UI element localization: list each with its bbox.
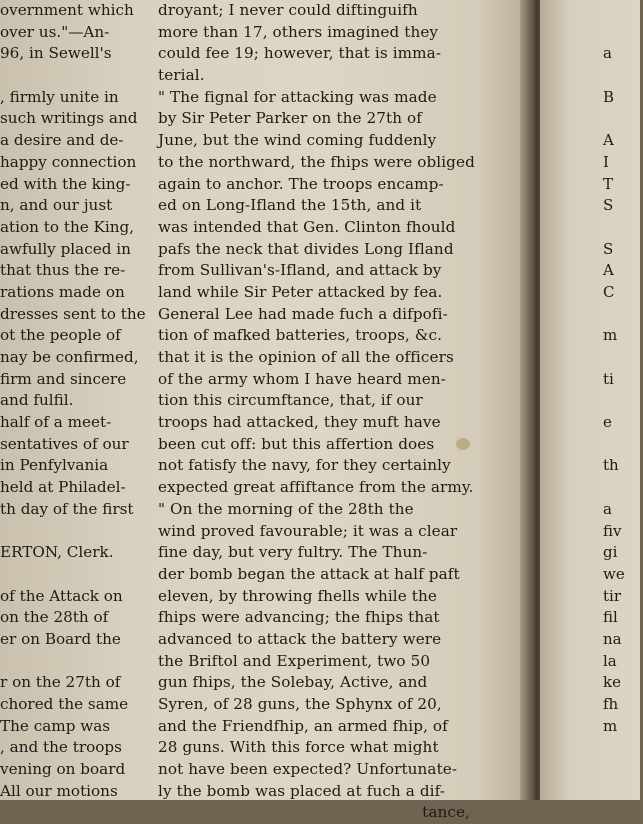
text-line: " On the morning of the 28th the: [158, 499, 414, 518]
text-fragment: [603, 0, 643, 22]
text-line: again to anchor. The troops encamp-: [158, 174, 444, 193]
text-line: tion of mafked batteries, troops, &c.: [158, 326, 443, 345]
text-line: ed with the king-: [0, 174, 131, 193]
text-line: fine day, but very fultry. The Thun-: [158, 543, 428, 562]
text-fragment: m: [603, 326, 618, 345]
main-column: [158, 0, 475, 824]
text-fragment: B: [603, 87, 615, 106]
text-line: to the northward, the fhips were obliged: [158, 152, 475, 171]
text-line: The camp was: [0, 716, 111, 735]
text-line: chored the same: [0, 695, 129, 713]
text-line: firm and sincere: [0, 369, 127, 388]
text-line: [0, 521, 134, 543]
text-line: June, but the wind coming fuddenly: [158, 131, 437, 150]
text-fragment: we: [603, 564, 625, 583]
text-fragment: C: [603, 282, 615, 301]
text-line: and the Friendfhip, an armed fhip, of: [158, 716, 448, 735]
text-line: happy connection: [0, 152, 137, 171]
text-fragment: S: [603, 239, 614, 258]
text-fragment: [603, 390, 643, 412]
text-line: , firmly unite in: [0, 87, 119, 106]
text-fragment: T: [603, 174, 614, 193]
text-line: ly the bomb was placed at fuch a dif-: [158, 781, 446, 800]
text-line: ot the people of: [0, 326, 121, 345]
text-line: ation to the King,: [0, 217, 135, 236]
text-line: and fulfil.: [0, 391, 74, 410]
text-fragment: fiv: [603, 521, 622, 540]
text-line: [0, 65, 134, 87]
text-line: awfully placed in: [0, 239, 131, 258]
text-fragment: [603, 347, 643, 369]
text-line: gun fhips, the Solebay, Active, and: [158, 673, 428, 692]
text-line: eleven, by throwing fhells while the: [158, 586, 437, 605]
text-line: been cut off: but this affertion does: [158, 434, 435, 453]
text-line: der bomb began the attack at half paft: [158, 564, 460, 583]
text-line: th day of the first: [0, 499, 134, 518]
text-line: n, and our just: [0, 196, 113, 215]
text-line: the Briftol and Experiment, two 50: [158, 651, 431, 670]
text-line: ed on Long-Ifland the 15th, and it: [158, 196, 422, 215]
text-line: ERTON, Clerk.: [0, 543, 114, 562]
text-line: on the 28th of: [0, 608, 109, 627]
text-line: [0, 564, 134, 586]
text-fragment: na: [603, 629, 622, 648]
text-line: " The fignal for attacking was made: [158, 87, 437, 106]
text-line: half of a meet-: [0, 413, 112, 432]
text-fragment: a: [603, 499, 612, 518]
text-line: r on the 27th of: [0, 673, 121, 692]
text-line: tion this circumftance, that, if our: [158, 391, 423, 410]
text-fragment: [603, 65, 643, 87]
text-line: pafs the neck that divides Long Ifland: [158, 239, 454, 258]
text-line: 96, in Sewell's: [0, 44, 112, 63]
text-line: that it is the opinion of all the officers: [158, 348, 454, 366]
text-fragment: fh: [603, 695, 619, 713]
text-line: was intended that Gen. Clinton fhould: [158, 217, 456, 236]
text-line: wind proved favourable; it was a clear: [158, 521, 458, 540]
text-line: troops had attacked, they muft have: [158, 413, 441, 432]
text-fragment: A: [603, 131, 614, 150]
text-fragment: gi: [603, 543, 618, 562]
text-line: , and the troops: [0, 738, 122, 757]
text-fragment: la: [603, 651, 617, 670]
text-fragment: [603, 22, 643, 44]
text-line: that thus the re-: [0, 261, 126, 280]
text-line: 28 guns. With this force what might: [158, 738, 439, 757]
text-line: not have been expected? Unfortunate-: [158, 760, 458, 779]
text-line: rations made on: [0, 282, 125, 301]
facing-page-column: [603, 0, 643, 737]
text-line: fhips were advancing; the fhips that: [158, 608, 440, 627]
text-line: more than 17, others imagined they: [158, 22, 439, 41]
text-line: by Sir Peter Parker on the 27th of: [158, 109, 422, 128]
text-line: Syren, of 28 guns, the Sphynx of 20,: [158, 695, 442, 713]
text-line: droyant; I never could diftinguifh: [158, 1, 418, 19]
text-line: nay be confirmed,: [0, 348, 139, 366]
text-fragment: e: [603, 413, 612, 432]
text-fragment: th: [603, 456, 619, 475]
text-line: held at Philadel-: [0, 478, 126, 497]
text-line: [0, 651, 134, 673]
text-line: General Lee had made fuch a difpofi-: [158, 304, 448, 323]
text-fragment: ti: [603, 369, 614, 388]
catchword: tance,: [422, 803, 470, 822]
text-fragment: fil: [603, 608, 618, 627]
ink-stain: [456, 438, 470, 450]
text-line: dresses sent to the: [0, 304, 146, 323]
text-fragment: a: [603, 44, 612, 63]
text-fragment: tir: [603, 586, 621, 605]
text-line: not fatisfy the navy, for they certainly: [158, 456, 451, 475]
text-line: in Penfylvania: [0, 456, 109, 475]
text-line: of the Attack on: [0, 586, 123, 605]
text-line: expected great affiftance from the army.: [158, 478, 474, 497]
text-fragment: ke: [603, 673, 621, 692]
text-line: overnment which: [0, 1, 134, 19]
text-line: over us."—An-: [0, 22, 110, 41]
text-line: could fee 19; however, that is imma-: [158, 44, 442, 63]
text-line: a desire and de-: [0, 131, 124, 150]
text-line: of the army whom I have heard men-: [158, 369, 446, 388]
text-fragment: [603, 477, 643, 499]
text-line: terial.: [158, 66, 205, 85]
text-line: er on Board the: [0, 629, 121, 648]
text-line: vening on board: [0, 760, 126, 779]
text-line: advanced to attack the battery were: [158, 629, 442, 648]
text-fragment: m: [603, 716, 618, 735]
text-line: sentatives of our: [0, 434, 129, 453]
text-line: All our motions: [0, 781, 118, 800]
text-line: from Sullivan's-Ifland, and attack by: [158, 261, 442, 280]
text-fragment: [603, 108, 643, 130]
left-column: [0, 0, 146, 802]
text-fragment: [603, 304, 643, 326]
text-fragment: [603, 217, 643, 239]
text-fragment: I: [603, 152, 609, 171]
text-fragment: S: [603, 196, 614, 215]
text-line: land while Sir Peter attacked by fea.: [158, 282, 443, 301]
text-fragment: A: [603, 261, 614, 280]
text-line: such writings and: [0, 109, 138, 128]
text-fragment: [603, 434, 643, 456]
